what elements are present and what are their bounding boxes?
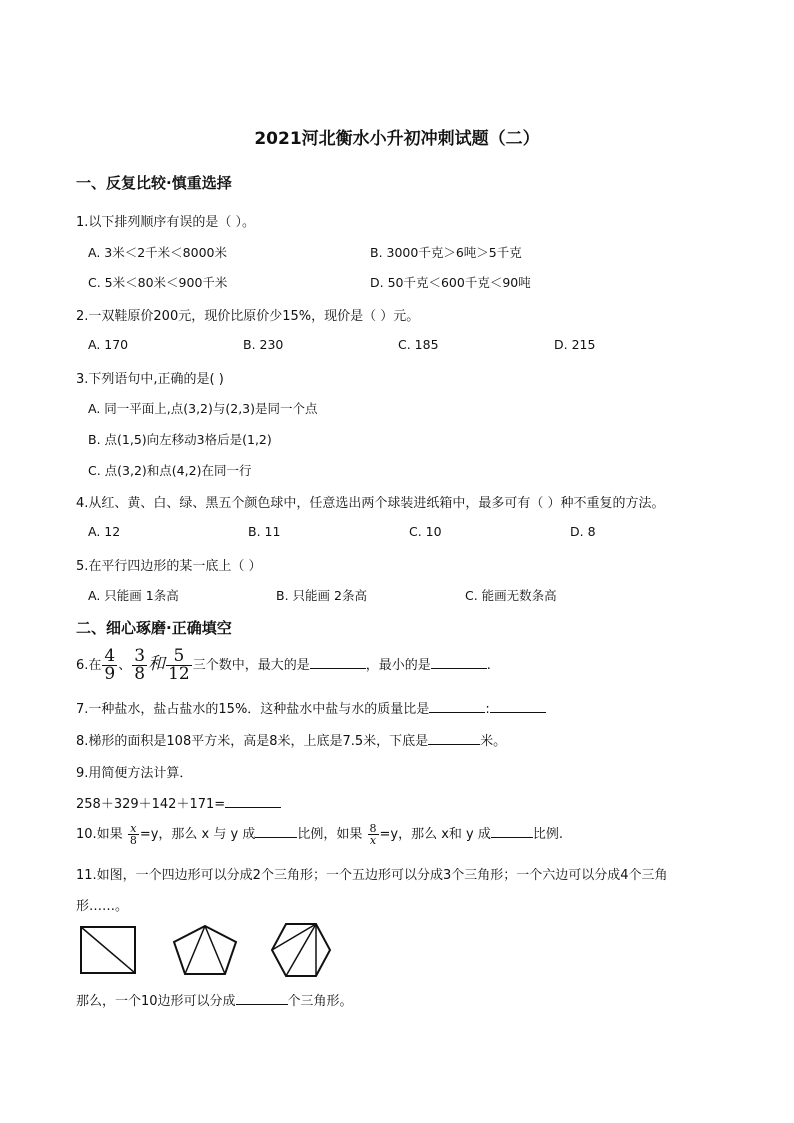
answer-blank[interactable]	[255, 825, 297, 838]
fraction-8-x	[368, 823, 379, 846]
q2-option-d[interactable]: D. 215	[554, 337, 596, 352]
section-heading-1: 一、反复比较·慎重选择	[76, 174, 232, 192]
q5-option-a[interactable]: A. 只能画 1条高	[88, 588, 179, 603]
q10-part1: =y，那么 x 与 y 成	[139, 827, 256, 842]
pentagon-figure	[172, 924, 238, 976]
q5-option-b[interactable]: B. 只能画 2条高	[276, 588, 367, 603]
q4-option-d[interactable]: D. 8	[570, 524, 596, 539]
q11-after: 那么，一个10边形可以分成	[76, 994, 236, 1009]
q3-option-c[interactable]: C. 点(3,2)和点(4,2)在同一行	[88, 463, 252, 478]
fraction-denominator: 8	[134, 664, 146, 684]
answer-blank[interactable]	[225, 795, 281, 808]
q9-expr: 258＋329＋142＋171=	[76, 797, 226, 812]
question-11-line-2: 形……。	[76, 899, 129, 914]
answer-blank[interactable]	[431, 656, 487, 669]
q5-option-c[interactable]: C. 能画无数条高	[465, 588, 557, 603]
fraction-denominator: 12	[168, 664, 190, 684]
fraction-x-8	[128, 823, 139, 846]
fraction-numerator: x	[130, 822, 137, 835]
q6-separator: 、	[118, 658, 132, 673]
q1-option-c[interactable]: C. 5米＜80米＜900千米	[88, 275, 228, 290]
answer-blank[interactable]	[236, 992, 288, 1005]
fraction-numerator: 4	[104, 646, 116, 666]
answer-blank[interactable]	[428, 732, 480, 745]
fraction-4-9	[102, 648, 117, 683]
question-6	[76, 648, 491, 683]
page-title: 2021河北衡水小升初冲刺试题（二）	[254, 129, 540, 149]
question-4: 4.从红、黄、白、绿、黑五个颜色球中，任意选出两个球装进纸箱中，最多可有（ ）种不重复的方法。	[76, 496, 665, 511]
fraction-denominator: x	[368, 834, 379, 846]
question-11-line-1: 11.如图，一个四边形可以分成2个三角形；一个五边形可以分成3个三角形；一个六边可以分成4个三角	[76, 868, 668, 883]
answer-blank[interactable]	[429, 700, 485, 713]
q11-end: 个三角形。	[287, 994, 353, 1009]
q10-prefix: 10.如果	[76, 827, 123, 842]
answer-blank[interactable]	[490, 700, 546, 713]
q2-option-b[interactable]: B. 230	[243, 337, 284, 352]
q10-part3: =y，那么 x和 y 成	[379, 827, 491, 842]
question-7	[76, 698, 546, 717]
q6-and: 和	[148, 654, 166, 674]
fraction-numerator: 8	[369, 822, 377, 835]
q4-option-b[interactable]: B. 11	[248, 524, 281, 539]
question-9: 9.用简便方法计算．	[76, 766, 193, 781]
quadrilateral-figure	[80, 926, 136, 974]
fraction-denominator: 9	[104, 664, 116, 684]
q8-text: 8.梯形的面积是108平方米，高是8米，上底是7.5米，下底是	[76, 734, 429, 749]
q6-end: .	[486, 658, 491, 673]
q1-option-a[interactable]: A. 3米＜2千米＜8000米	[88, 245, 227, 260]
hexagon-figure	[270, 922, 332, 978]
q7-colon: :	[485, 702, 490, 717]
answer-blank[interactable]	[491, 825, 533, 838]
q7-text: 7.一种盐水，盐占盐水的15%．这种盐水中盐与水的质量比是	[76, 702, 430, 717]
q9-expression	[76, 793, 281, 812]
fraction-numerator: 3	[134, 646, 146, 666]
q2-option-a[interactable]: A. 170	[88, 337, 129, 352]
q1-option-d[interactable]: D. 50千克＜600千克＜90吨	[370, 275, 531, 290]
question-8	[76, 730, 506, 749]
question-5: 5.在平行四边形的某一底上（ ）	[76, 559, 262, 574]
q6-prefix: 6.在	[76, 658, 102, 673]
fraction-numerator: 5	[173, 646, 185, 666]
question-1: 1.以下排列顺序有误的是（ ）。	[76, 215, 256, 230]
q4-option-c[interactable]: C. 10	[409, 524, 442, 539]
fraction-denominator: 8	[129, 834, 137, 847]
q3-option-a[interactable]: A. 同一平面上,点(3,2)与(2,3)是同一个点	[88, 401, 318, 416]
q8-end: 米。	[480, 734, 507, 749]
q6-mid2: ，最小的是	[365, 658, 431, 673]
q3-option-b[interactable]: B. 点(1,5)向左移动3格后是(1,2)	[88, 432, 272, 447]
question-3: 3.下列语句中,正确的是( )	[76, 372, 224, 387]
q6-mid: 三个数中，最大的是	[192, 658, 310, 673]
fraction-3-8	[132, 648, 147, 683]
question-11-answer	[76, 990, 353, 1009]
q2-option-c[interactable]: C. 185	[398, 337, 439, 352]
q10-end: 比例.	[532, 827, 564, 842]
q1-option-b[interactable]: B. 3000千克＞6吨＞5千克	[370, 245, 522, 260]
question-2: 2.一双鞋原价200元，现价比原价少15%，现价是（ ）元。	[76, 309, 420, 324]
q4-option-a[interactable]: A. 12	[88, 524, 121, 539]
section-heading-2: 二、细心琢磨·正确填空	[76, 619, 232, 637]
question-10	[76, 823, 563, 846]
fraction-5-12	[166, 648, 192, 683]
q10-part2: 比例，如果	[297, 827, 363, 842]
answer-blank[interactable]	[310, 656, 366, 669]
